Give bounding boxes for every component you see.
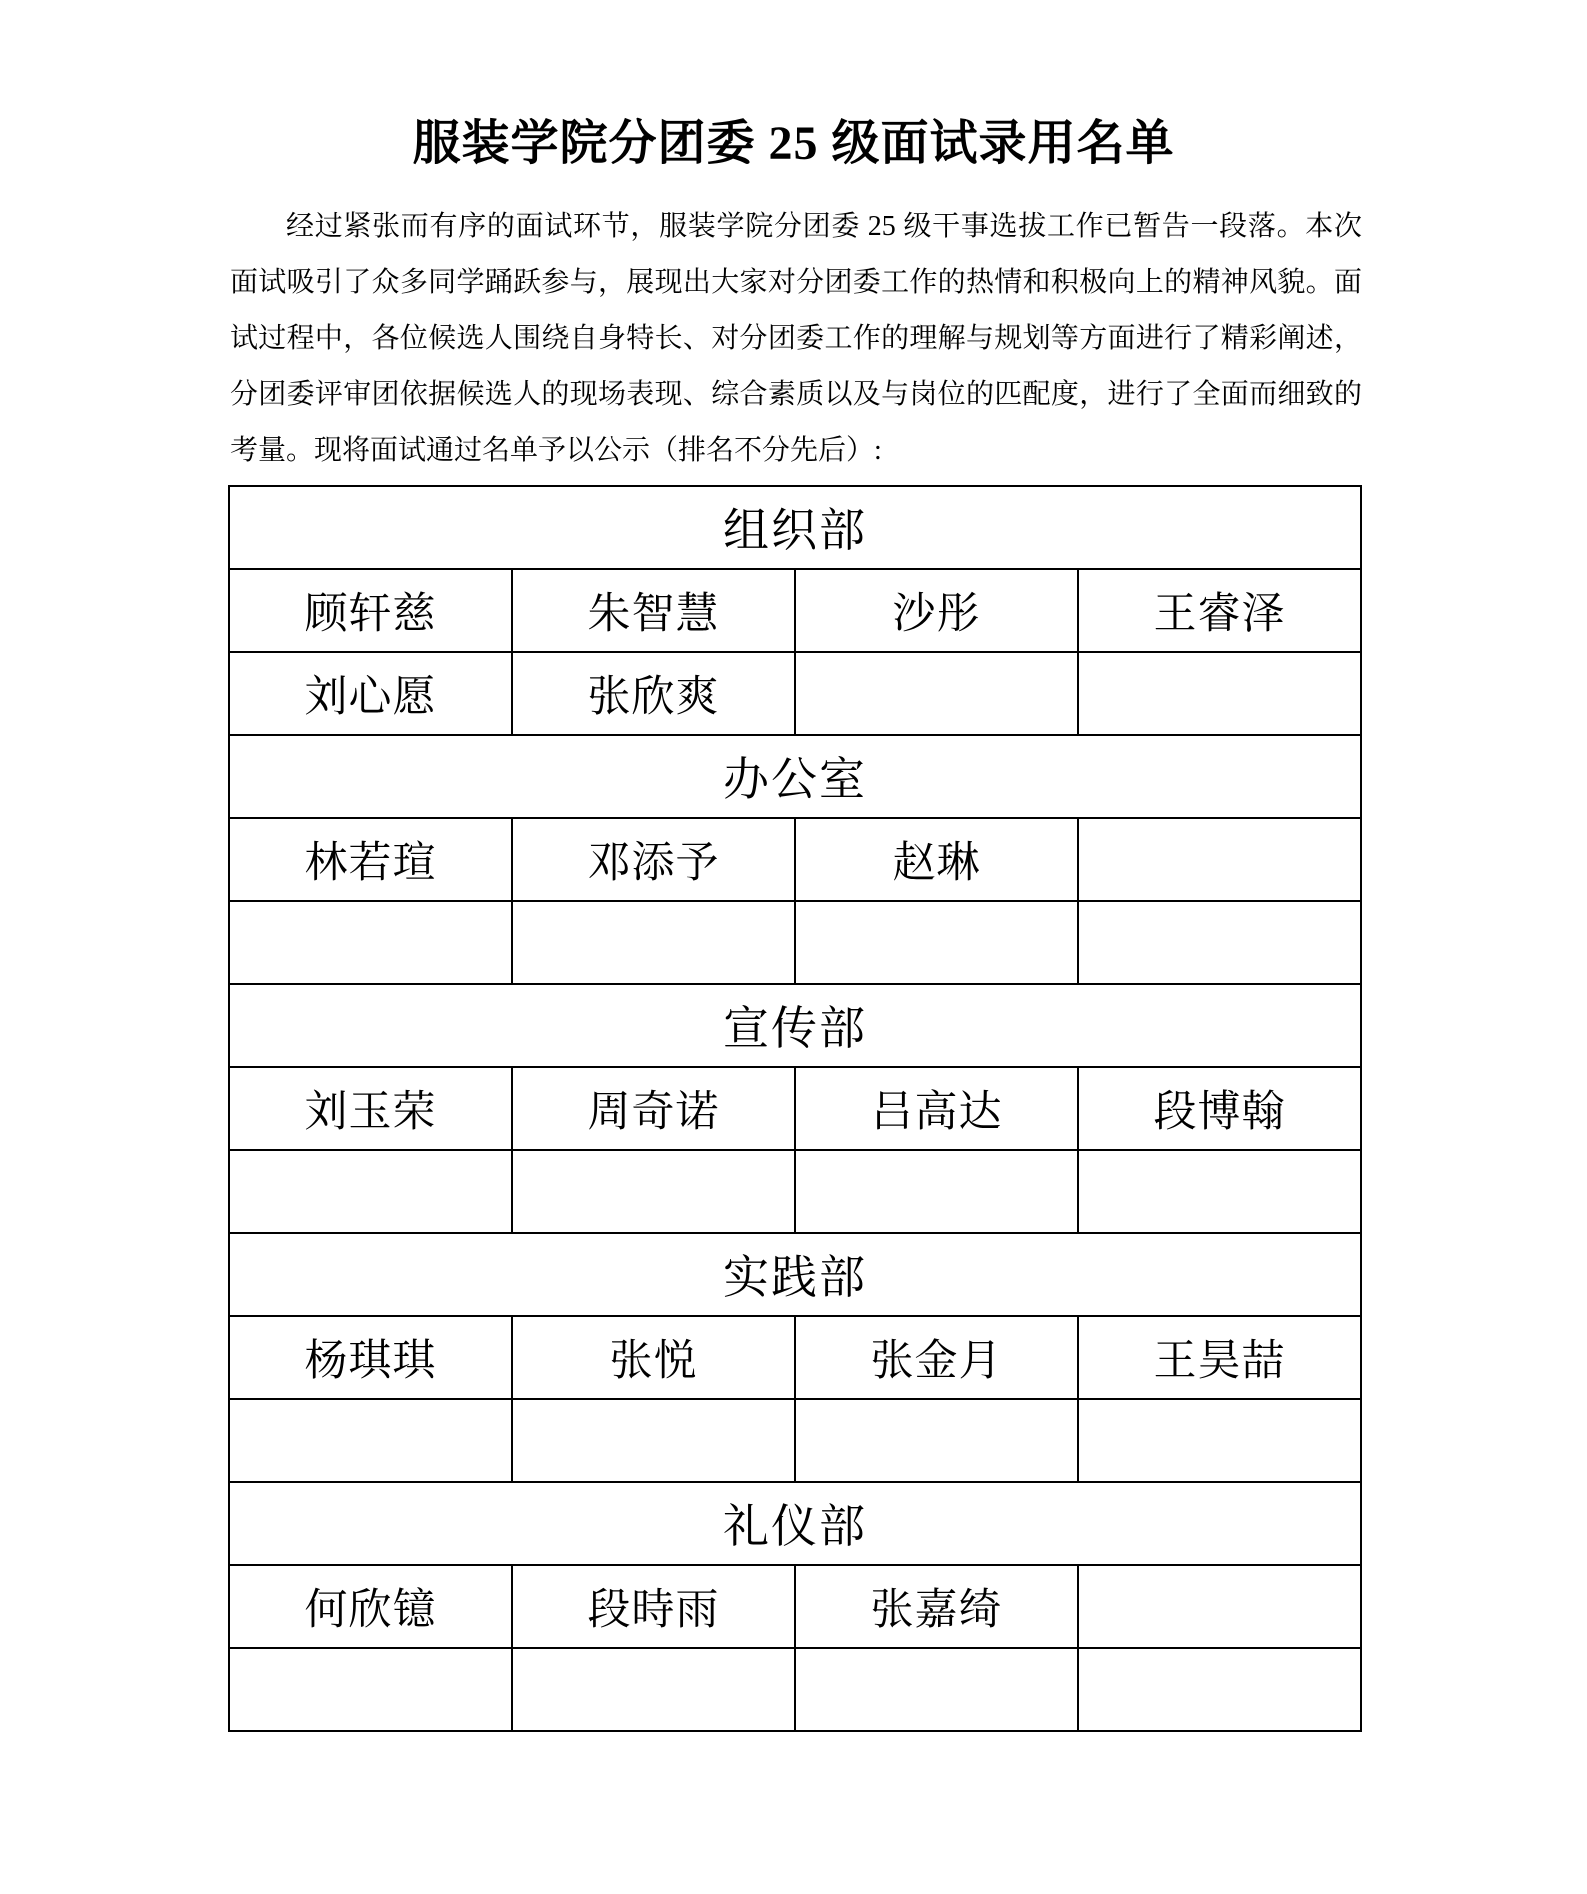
- empty-cell: [512, 1648, 795, 1731]
- member-name-cell: 沙彤: [795, 569, 1078, 652]
- empty-cell: [512, 901, 795, 984]
- empty-cell: [1078, 1648, 1361, 1731]
- empty-cell: [795, 1399, 1078, 1482]
- member-name-cell: 张嘉绮: [795, 1565, 1078, 1648]
- member-row: [229, 818, 1361, 901]
- member-row: [229, 901, 1361, 984]
- member-row: [229, 1067, 1361, 1150]
- member-row: [229, 652, 1361, 735]
- department-header-row: [229, 735, 1361, 818]
- department-header-cell: 办公室: [229, 735, 1361, 818]
- member-row: [229, 1565, 1361, 1648]
- member-name-cell: 张悦: [512, 1316, 795, 1399]
- member-name-cell: 邓添予: [512, 818, 795, 901]
- roster-table: [228, 485, 1362, 1732]
- empty-cell: [229, 1150, 512, 1233]
- member-row: [229, 1150, 1361, 1233]
- department-header-cell: 组织部: [229, 486, 1361, 569]
- member-name-cell: 赵琳: [795, 818, 1078, 901]
- empty-cell: [795, 1648, 1078, 1731]
- empty-cell: [512, 1399, 795, 1482]
- member-row: [229, 1648, 1361, 1731]
- empty-cell: [1078, 652, 1361, 735]
- member-name-cell: 张欣爽: [512, 652, 795, 735]
- member-name-cell: 王昊喆: [1078, 1316, 1361, 1399]
- intro-paragraph: 经过紧张而有序的面试环节，服装学院分团委 25 级干事选拔工作已暂告一段落。本次面试吸引了众多同学踊跃参与，展现出大家对分团委工作的热情和积极向上的精神风貌。面试过程中，各位候选人围绕自身特长、对分团委工作的理解与规划等方面进行了精彩阐述，分团委评审团依据候选人的现场表现、综合素质以及与岗位的匹配度，进行了全面而细致的考量。现将面试通过名单予以公示（排名不分先后）:: [230, 210, 1362, 466]
- document-title: 服装学院分团委 25 级面试录用名单: [412, 117, 1175, 170]
- empty-cell: [229, 1648, 512, 1731]
- member-name-cell: 吕高达: [795, 1067, 1078, 1150]
- department-header-row: [229, 486, 1361, 569]
- empty-cell: [1078, 1150, 1361, 1233]
- roster-table-body: [229, 486, 1361, 1731]
- empty-cell: [1078, 1399, 1361, 1482]
- member-name-cell: 刘玉荣: [229, 1067, 512, 1150]
- department-header-cell: 宣传部: [229, 984, 1361, 1067]
- empty-cell: [229, 901, 512, 984]
- member-name-cell: 何欣镱: [229, 1565, 512, 1648]
- empty-cell: [229, 1399, 512, 1482]
- member-row: [229, 1399, 1361, 1482]
- member-name-cell: 张金月: [795, 1316, 1078, 1399]
- member-row: [229, 569, 1361, 652]
- empty-cell: [1078, 818, 1361, 901]
- member-name-cell: 杨琪琪: [229, 1316, 512, 1399]
- empty-cell: [795, 652, 1078, 735]
- empty-cell: [795, 901, 1078, 984]
- member-name-cell: 王睿泽: [1078, 569, 1361, 652]
- member-name-cell: 林若瑄: [229, 818, 512, 901]
- member-name-cell: 刘心愿: [229, 652, 512, 735]
- empty-cell: [1078, 901, 1361, 984]
- empty-cell: [1078, 1565, 1361, 1648]
- member-row: [229, 1316, 1361, 1399]
- member-name-cell: 段博翰: [1078, 1067, 1361, 1150]
- empty-cell: [795, 1150, 1078, 1233]
- member-name-cell: 顾轩慈: [229, 569, 512, 652]
- member-name-cell: 朱智慧: [512, 569, 795, 652]
- member-name-cell: 周奇诺: [512, 1067, 795, 1150]
- department-header-cell: 实践部: [229, 1233, 1361, 1316]
- department-header-row: [229, 1233, 1361, 1316]
- department-header-cell: 礼仪部: [229, 1482, 1361, 1565]
- department-header-row: [229, 984, 1361, 1067]
- member-name-cell: 段時雨: [512, 1565, 795, 1648]
- department-header-row: [229, 1482, 1361, 1565]
- empty-cell: [512, 1150, 795, 1233]
